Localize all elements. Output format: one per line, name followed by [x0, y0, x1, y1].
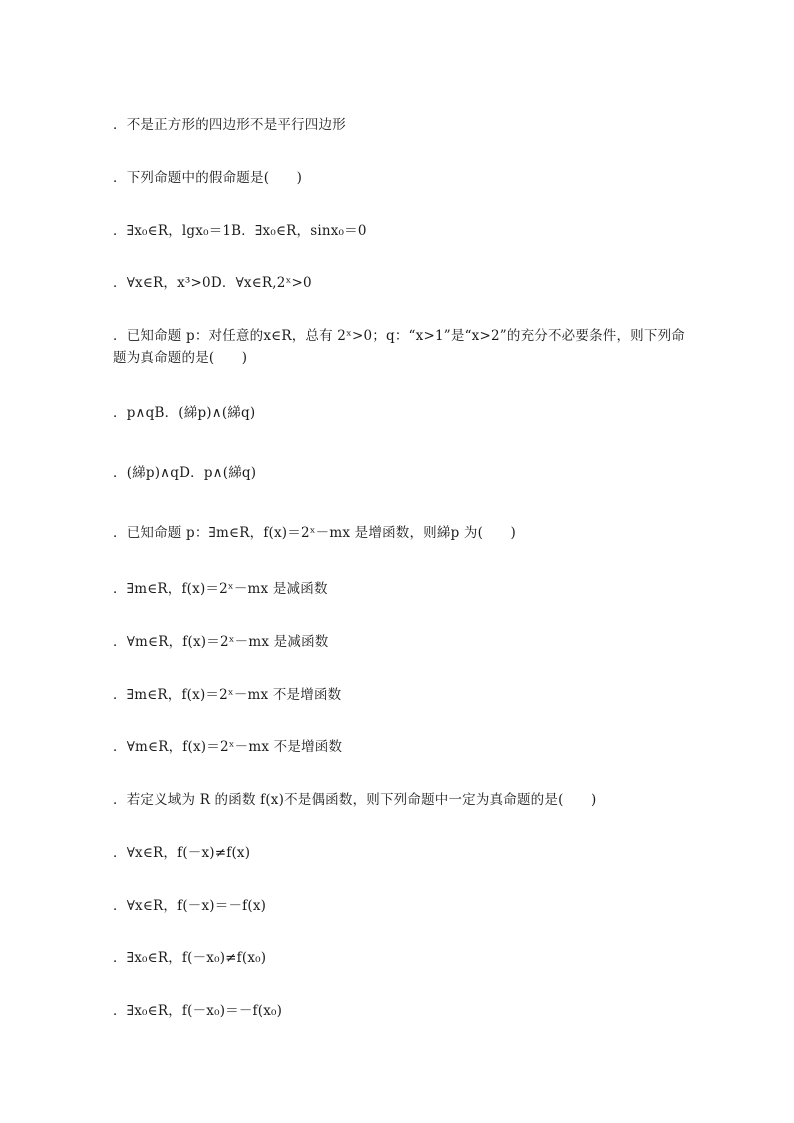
question-stem: ．下列命题中的假命题是( ) [113, 170, 303, 186]
question-stem: ．已知命题 p：对任意的x∈R，总有 2ˣ>0；q：“x>1”是“x>2”的充分不必要条件，则下列命题为真命题的是( ) [113, 328, 685, 366]
option-line-d: ．∃x₀∈R，f(－x₀)＝－f(x₀) [113, 1003, 283, 1019]
option-line-b: ．∀m∈R，f(x)＝2ˣ－mx 是减函数 [113, 634, 329, 650]
question-stem: ．已知命题 p：∃m∈R，f(x)＝2ˣ－mx 是增函数，则綈p 为( ) [113, 525, 516, 541]
option-line-cd: ．(綈p)∧qD．p∧(綈q) [113, 465, 257, 481]
option-line-c: ．∃m∈R，f(x)＝2ˣ－mx 不是增函数 [113, 687, 342, 703]
option-line-c: ．∃x₀∈R，f(－x₀)≠f(x₀) [113, 950, 267, 966]
option-line-a: ．∃m∈R，f(x)＝2ˣ－mx 是减函数 [113, 581, 328, 597]
question-stem: ．若定义域为 R 的函数 f(x)不是偶函数，则下列命题中一定为真命题的是( ) [113, 792, 597, 808]
option-line-a: ．∀x∈R，f(－x)≠f(x) [113, 845, 251, 861]
option-line-d: ．∀m∈R，f(x)＝2ˣ－mx 不是增函数 [113, 739, 343, 755]
option-line-cd: ．∀x∈R，x³>0D．∀x∈R,2ˣ>0 [113, 275, 312, 291]
option-line-b: ．∀x∈R，f(－x)＝－f(x) [113, 898, 267, 914]
option-line-ab: ．∃x₀∈R，lgx₀＝1B．∃x₀∈R，sinx₀＝0 [113, 223, 367, 239]
option-line-ab: ．p∧qB．(綈p)∧(綈q) [113, 405, 256, 421]
statement-option-line: ．不是正方形的四边形不是平行四边形 [113, 117, 346, 133]
